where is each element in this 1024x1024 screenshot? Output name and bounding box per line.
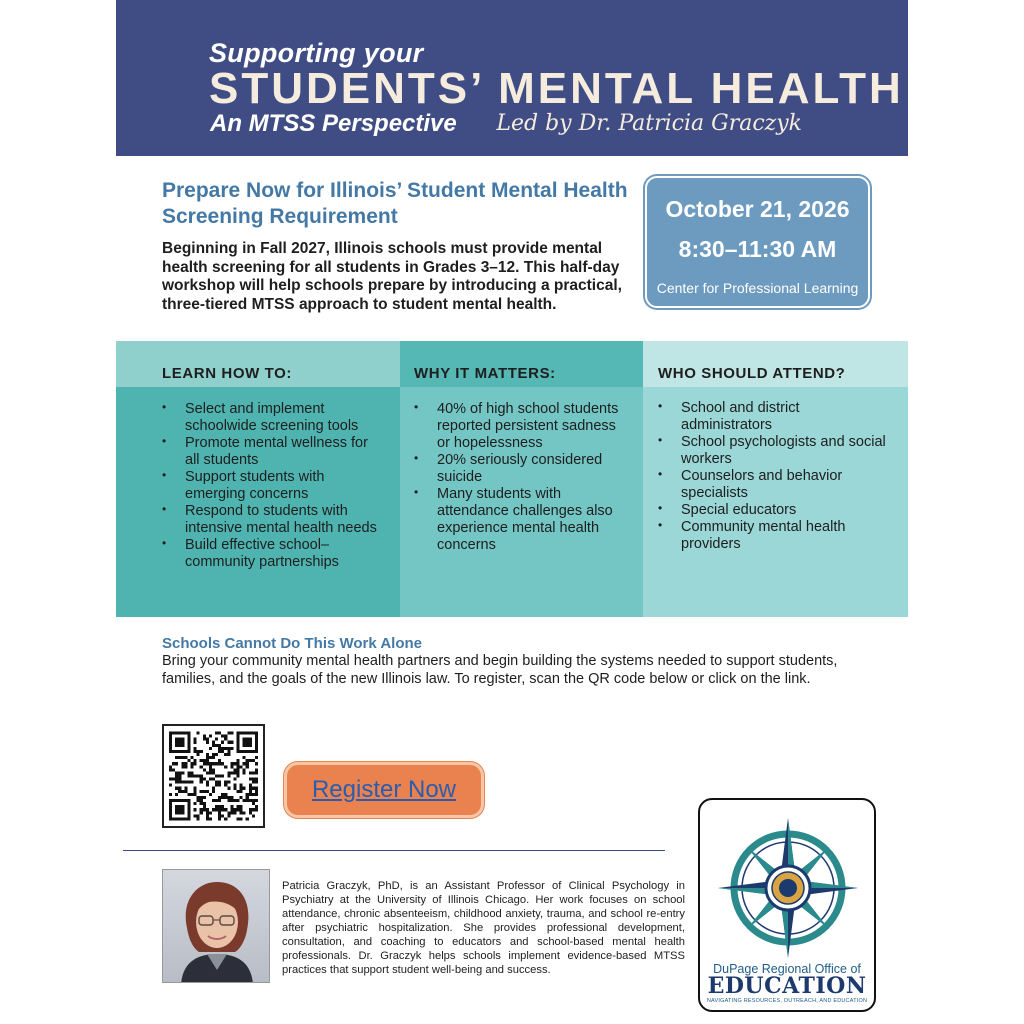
list-item: • 40% of high school students reported persistent sadness or hopelessness <box>414 401 623 452</box>
list-item: • Promote mental wellness for all students <box>162 435 380 469</box>
presenter-bio: Patricia Graczyk, PhD, is an Assistant Professor of Clinical Psychology in Psychiatry at the University of Illinois Chicago. Her work focuses on school attendance, chronic absenteeism, childhood anxiety, trauma, and school re-entry after psychiatric hospitalization. She provides professional development, consultation, and coaching to educators and school-based mental health professionals. Dr. Graczyk helps schools implement evidence-based MTSS practices that support student well-being and success. <box>282 880 685 976</box>
list-item: • Counselors and behavior specialists <box>658 468 888 502</box>
who-column <box>643 341 908 617</box>
compass-star-icon <box>700 800 876 960</box>
event-venue: Center for Professional Learning <box>656 280 859 296</box>
intro-body: Beginning in Fall 2027, Illinois schools must provide mental health screening for all students in Grades 3–12. This half-day workshop will help schools prepare by introducing a practical, three-tiered MTSS approach to student mental health. <box>162 240 622 313</box>
learn-column <box>116 341 400 617</box>
learn-heading: LEARN HOW TO: <box>162 365 293 382</box>
event-details-box <box>645 176 870 308</box>
partners-body: Bring your community mental health partners and begin building the systems needed to support students, families, and the goals of the new Illinois law. To register, scan the QR code below or click on the link. <box>162 653 838 687</box>
list-item: • Respond to students with intensive mental health needs <box>162 503 380 537</box>
logo-org-word: EDUCATION <box>707 973 867 999</box>
event-date: October 21, 2026 <box>665 196 850 222</box>
who-heading: WHO SHOULD ATTEND? <box>658 365 846 382</box>
list-item: • School and district administrators <box>658 400 888 434</box>
list-item: • School psychologists and social workers <box>658 434 888 468</box>
register-button[interactable]: Register Now <box>284 762 484 818</box>
list-item: • Many students with attendance challenges also experience mental health concerns <box>414 486 623 554</box>
list-item: • Select and implement schoolwide screening tools <box>162 401 380 435</box>
why-column <box>400 341 643 617</box>
partners-heading: Schools Cannot Do This Work Alone <box>162 635 423 652</box>
qr-code[interactable] <box>162 724 265 828</box>
who-list <box>658 400 888 553</box>
why-heading: WHY IT MATTERS: <box>414 365 556 382</box>
dupage-roe-logo <box>698 798 876 1012</box>
list-item: • Support students with emerging concerns <box>162 469 380 503</box>
list-item: • Special educators <box>658 502 888 519</box>
learn-list <box>162 401 380 571</box>
list-item: • Community mental health providers <box>658 519 888 553</box>
qr-code-pattern <box>169 731 258 821</box>
event-time: 8:30–11:30 AM <box>678 236 837 262</box>
header-subtitle: An MTSS Perspective <box>210 110 457 137</box>
logo-org-line: DuPage Regional Office of <box>713 962 861 976</box>
presenter-photo <box>162 869 270 983</box>
intro-heading: Prepare Now for Illinois’ Student Mental Health Screening Requirement <box>162 179 628 228</box>
page-title: STUDENTS’ MENTAL HEALTH <box>209 64 904 113</box>
header-banner <box>116 0 908 156</box>
why-list <box>414 401 623 554</box>
header-kicker: Supporting your <box>209 38 424 68</box>
header-leader: Led by Dr. Patricia Graczyk <box>496 111 802 136</box>
list-item: • Build effective school–community partnerships <box>162 537 380 571</box>
list-item: • 20% seriously considered suicide <box>414 452 623 486</box>
presenter-portrait-image <box>163 870 270 983</box>
divider <box>123 850 665 851</box>
logo-tagline: NAVIGATING RESOURCES, OUTREACH, AND EDUCATION <box>706 998 868 1004</box>
